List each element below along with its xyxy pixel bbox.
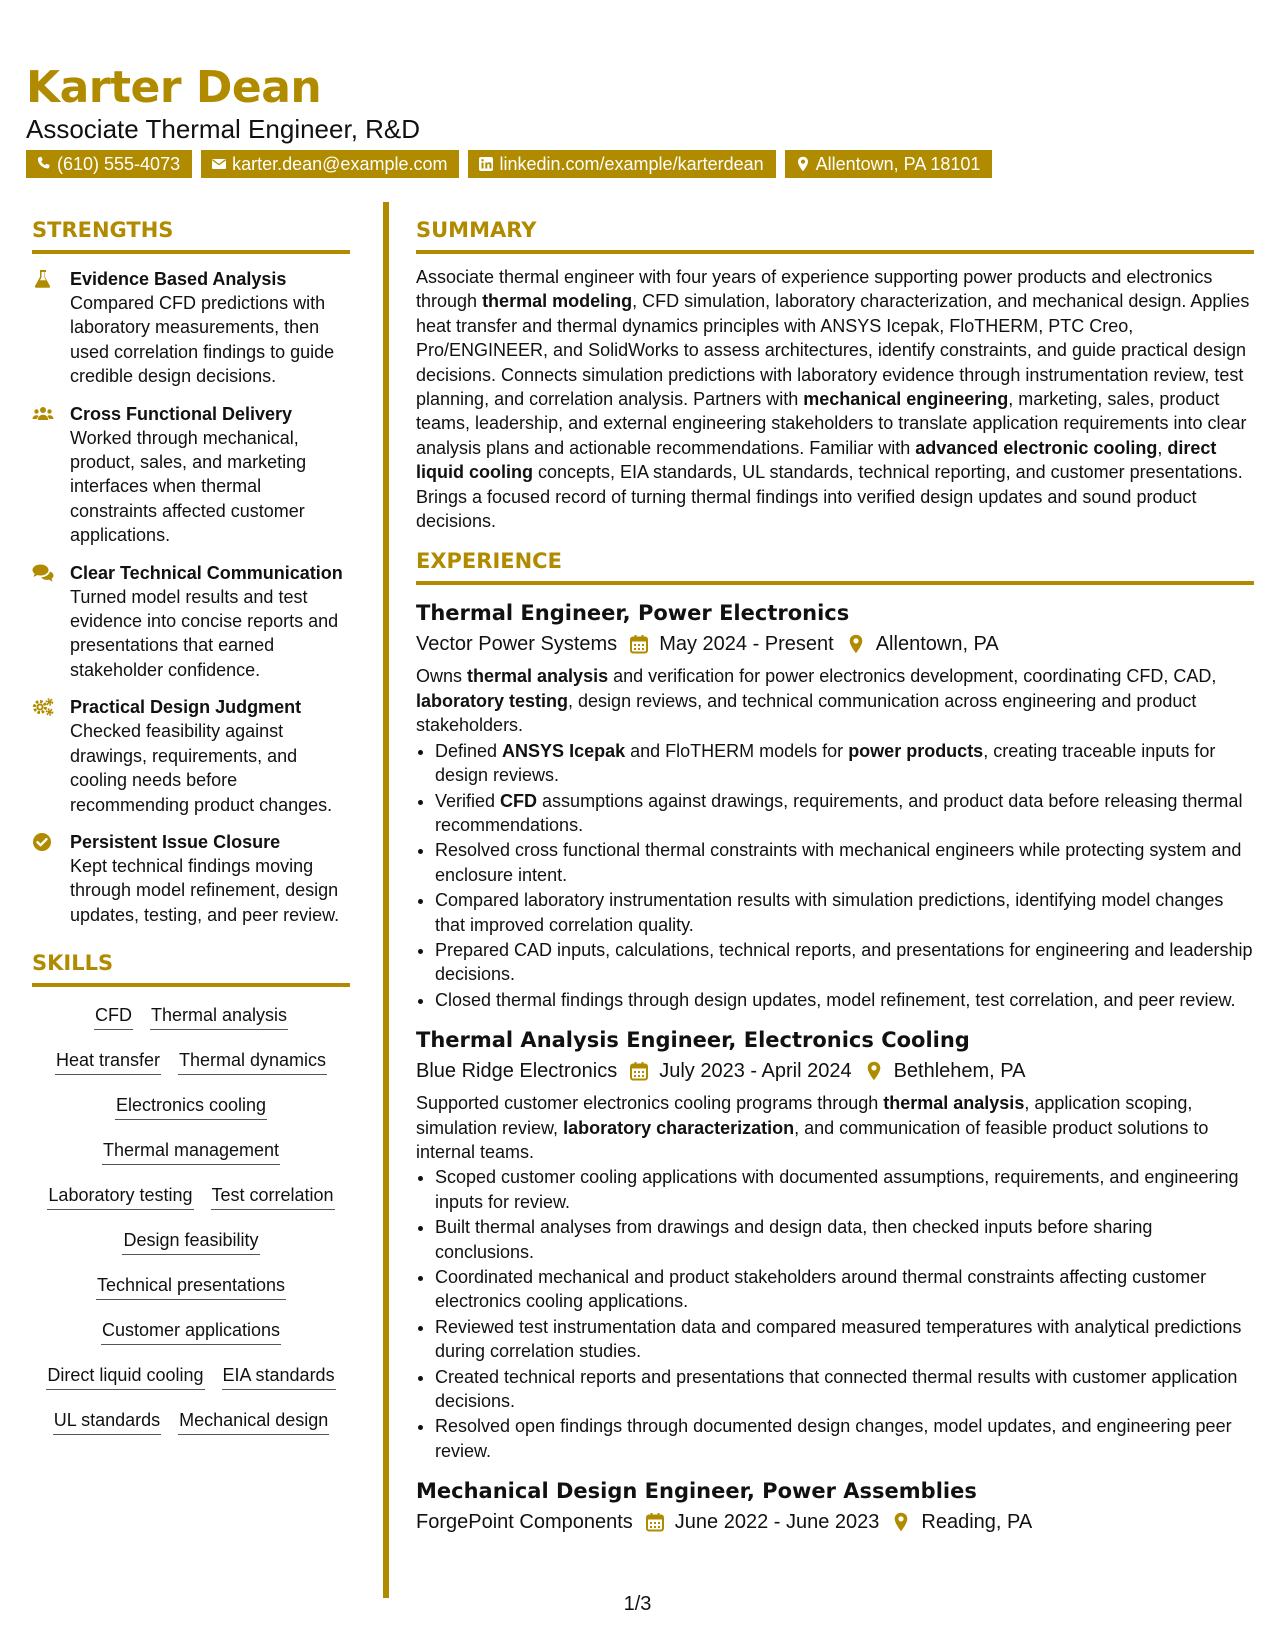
experience-heading: EXPERIENCE bbox=[416, 547, 1254, 585]
strength-desc: Turned model results and test evidence into concise reports and presentations that earned stakeholder confidence. bbox=[70, 586, 339, 680]
bold-keyword: power products bbox=[848, 740, 984, 761]
candidate-name: Karter Dean bbox=[26, 62, 322, 113]
skill-tag: Thermal management bbox=[102, 1138, 280, 1165]
calendar-icon bbox=[629, 634, 649, 654]
contact-phone[interactable] bbox=[26, 150, 192, 178]
location-pin-icon bbox=[891, 1512, 911, 1532]
strengths-heading: STRENGTHS bbox=[32, 216, 350, 254]
bullet-item: • Scoped customer cooling applications with documented assumptions, requirements, and engineering inputs for review. bbox=[435, 1165, 1254, 1214]
bold-keyword: CFD bbox=[500, 790, 538, 811]
contact-bar bbox=[26, 150, 992, 178]
skill-tag: Direct liquid cooling bbox=[46, 1363, 204, 1390]
strength-desc: Checked feasibility against drawings, requirements, and cooling needs before recommending product changes. bbox=[70, 721, 333, 815]
job-entry bbox=[416, 1026, 1254, 1463]
location-pin-icon bbox=[846, 634, 866, 654]
company-name: ForgePoint Components bbox=[416, 1511, 633, 1534]
job-meta bbox=[416, 628, 1254, 660]
strength-title: Practical Design Judgment bbox=[70, 697, 302, 718]
skill-tag: CFD bbox=[94, 1003, 133, 1030]
phone-icon bbox=[36, 156, 52, 172]
experience-list bbox=[416, 599, 1254, 1538]
skill-tag: Thermal analysis bbox=[150, 1003, 288, 1030]
resume-header bbox=[26, 62, 1249, 144]
bullet-item: • Resolved open findings through documented design changes, model updates, and engineering peer review. bbox=[435, 1414, 1254, 1463]
skill-tag: Mechanical design bbox=[178, 1408, 329, 1435]
bold-keyword: mechanical engineering bbox=[803, 389, 1009, 410]
company-name: Blue Ridge Electronics bbox=[416, 1060, 618, 1083]
contact-email[interactable] bbox=[201, 150, 459, 178]
job-bullets bbox=[416, 739, 1254, 1012]
skill-tag: Electronics cooling bbox=[115, 1093, 267, 1120]
job-description: Owns thermal analysis and verification for power electronics development, coordinating CFD, CAD, laboratory testing, design reviews, and technical communication across engineering and product stakeholders. bbox=[416, 666, 1217, 736]
skill-tag: Customer applications bbox=[101, 1318, 281, 1345]
location-pin-icon bbox=[864, 1061, 884, 1081]
job-meta bbox=[416, 1506, 1254, 1538]
job-entry bbox=[416, 1477, 1254, 1538]
bullet-item: • Compared laboratory instrumentation results with simulation predictions, identifying model changes that improved correlation quality. bbox=[435, 888, 1254, 937]
skill-tag: UL standards bbox=[53, 1408, 161, 1435]
linkedin-text: linkedin.com/example/karterdean bbox=[499, 154, 764, 174]
gears-icon bbox=[32, 697, 54, 717]
left-column bbox=[32, 216, 350, 1453]
job-bullets bbox=[416, 1165, 1254, 1463]
strength-desc: Compared CFD predictions with laboratory measurements, then used correlation findings to guide credible design decisions. bbox=[70, 293, 335, 387]
job-dates: May 2024 - Present bbox=[659, 633, 834, 656]
skills-list bbox=[32, 1003, 350, 1453]
bullet-item: • Verified CFD assumptions against drawings, requirements, and product data before releasing thermal recommendations. bbox=[435, 789, 1254, 838]
job-meta bbox=[416, 1055, 1254, 1087]
strength-item bbox=[32, 402, 350, 548]
job-entry bbox=[416, 599, 1254, 1012]
job-location: Reading, PA bbox=[921, 1511, 1033, 1534]
location-pin-icon bbox=[795, 156, 811, 172]
check-circle-icon bbox=[32, 832, 54, 852]
strength-title: Clear Technical Communication bbox=[70, 562, 343, 583]
bullet-item: • Created technical reports and presentations that connected thermal results with customer application decisions. bbox=[435, 1365, 1254, 1414]
strength-item bbox=[32, 830, 350, 927]
skill-tag: EIA standards bbox=[222, 1363, 336, 1390]
comments-icon bbox=[32, 563, 54, 583]
location-text: Allentown, PA 18101 bbox=[815, 154, 981, 174]
calendar-icon bbox=[645, 1512, 665, 1532]
bold-keyword: thermal analysis bbox=[883, 1093, 1025, 1114]
summary-heading: SUMMARY bbox=[416, 216, 1254, 254]
bold-keyword: laboratory characterization bbox=[563, 1117, 795, 1138]
bullet-item: • Reviewed test instrumentation data and compared measured temperatures with analytical predictions during correlation studies. bbox=[435, 1315, 1254, 1364]
flask-icon bbox=[32, 269, 54, 289]
bold-keyword: advanced electronic cooling bbox=[915, 437, 1158, 458]
company-name: Vector Power Systems bbox=[416, 633, 618, 656]
strength-title: Evidence Based Analysis bbox=[70, 269, 287, 289]
job-title: Mechanical Design Engineer, Power Assemblies bbox=[416, 1479, 977, 1504]
bold-keyword: thermal modeling bbox=[482, 291, 633, 312]
job-location: Allentown, PA bbox=[875, 633, 999, 656]
bullet-item: • Prepared CAD inputs, calculations, technical reports, and presentations for engineering and leadership decisions. bbox=[435, 938, 1254, 987]
strength-desc: Worked through mechanical, product, sales, and marketing interfaces when thermal constraints affected customer applications. bbox=[70, 427, 307, 546]
skill-tag: Laboratory testing bbox=[47, 1183, 193, 1210]
job-description: Supported customer electronics cooling programs through thermal analysis, application scoping, simulation review, laboratory characterization, and communication of feasible product solutions to internal teams. bbox=[416, 1093, 1209, 1162]
bullet-item: • Built thermal analyses from drawings and design data, then checked inputs before sharing conclusions. bbox=[435, 1215, 1254, 1264]
summary-text: Associate thermal engineer with four years of experience supporting power products and electronics through thermal modeling, CFD simulation, laboratory characterization, and mechanical design. Applies heat transfer and thermal dynamics principles with ANSYS Icepak, FloTHERM, PTC Creo, Pro/ENGINEER, and SolidWorks to assess architectures, identify constraints, and guide practical design decisions. Connects simulation predictions with laboratory evidence through instrumentation review, test planning, and correlation analysis. Partners with mechanical engineering, marketing, sales, product teams, leadership, and external engineering stakeholders to translate application requirements into clear analysis plans and actionable recommendations. Familiar with advanced electronic cooling, direct liquid cooling concepts, EIA standards, UL standards, technical reporting, and customer presentations. Brings a focused record of turning thermal findings into verified design updates and sound product decisions. bbox=[416, 267, 1250, 532]
skill-tag: Technical presentations bbox=[96, 1273, 286, 1300]
bullet-item: • Coordinated mechanical and product stakeholders around thermal constraints affecting customer electronics cooling applications. bbox=[435, 1265, 1254, 1314]
job-dates: July 2023 - April 2024 bbox=[659, 1060, 852, 1083]
bold-keyword: direct liquid cooling bbox=[416, 437, 1217, 483]
candidate-title: Associate Thermal Engineer, R&D bbox=[26, 114, 421, 144]
bullet-item: • Resolved cross functional thermal constraints with mechanical engineers while protecting system and enclosure intent. bbox=[435, 838, 1254, 887]
phone-text: (610) 555-4073 bbox=[57, 154, 181, 174]
strength-item bbox=[32, 561, 350, 683]
column-divider bbox=[383, 202, 389, 1598]
calendar-icon bbox=[629, 1061, 649, 1081]
skill-tag: Thermal dynamics bbox=[178, 1048, 327, 1075]
page-number: 1/3 bbox=[623, 1593, 652, 1615]
bold-keyword: laboratory testing bbox=[416, 690, 569, 711]
bullet-item: • Defined ANSYS Icepak and FloTHERM models for power products, creating traceable inputs for design reviews. bbox=[435, 739, 1254, 788]
skill-tag: Test correlation bbox=[211, 1183, 335, 1210]
bullet-item: • Closed thermal findings through design updates, model refinement, test correlation, and peer review. bbox=[435, 988, 1254, 1012]
bold-keyword: ANSYS Icepak bbox=[502, 740, 626, 761]
skill-tag: Heat transfer bbox=[55, 1048, 161, 1075]
skill-tag: Design feasibility bbox=[122, 1228, 259, 1255]
job-title: Thermal Analysis Engineer, Electronics Cooling bbox=[416, 1028, 970, 1053]
strength-title: Persistent Issue Closure bbox=[70, 831, 281, 852]
envelope-icon bbox=[211, 156, 227, 172]
email-text: karter.dean@example.com bbox=[232, 154, 448, 174]
strength-title: Cross Functional Delivery bbox=[70, 403, 293, 424]
strength-item bbox=[32, 695, 350, 817]
skills-heading: SKILLS bbox=[32, 949, 350, 987]
users-icon bbox=[32, 404, 54, 424]
right-column bbox=[416, 216, 1254, 1538]
bold-keyword: thermal analysis bbox=[467, 666, 609, 687]
job-location: Bethlehem, PA bbox=[893, 1060, 1026, 1083]
contact-location bbox=[785, 150, 993, 178]
job-title: Thermal Engineer, Power Electronics bbox=[416, 601, 850, 626]
strength-item bbox=[32, 267, 350, 389]
strength-desc: Kept technical findings moving through model refinement, design updates, testing, and peer review. bbox=[70, 855, 340, 925]
job-dates: June 2022 - June 2023 bbox=[674, 1511, 880, 1534]
linkedin-icon bbox=[478, 156, 494, 172]
contact-linkedin[interactable] bbox=[468, 150, 775, 178]
